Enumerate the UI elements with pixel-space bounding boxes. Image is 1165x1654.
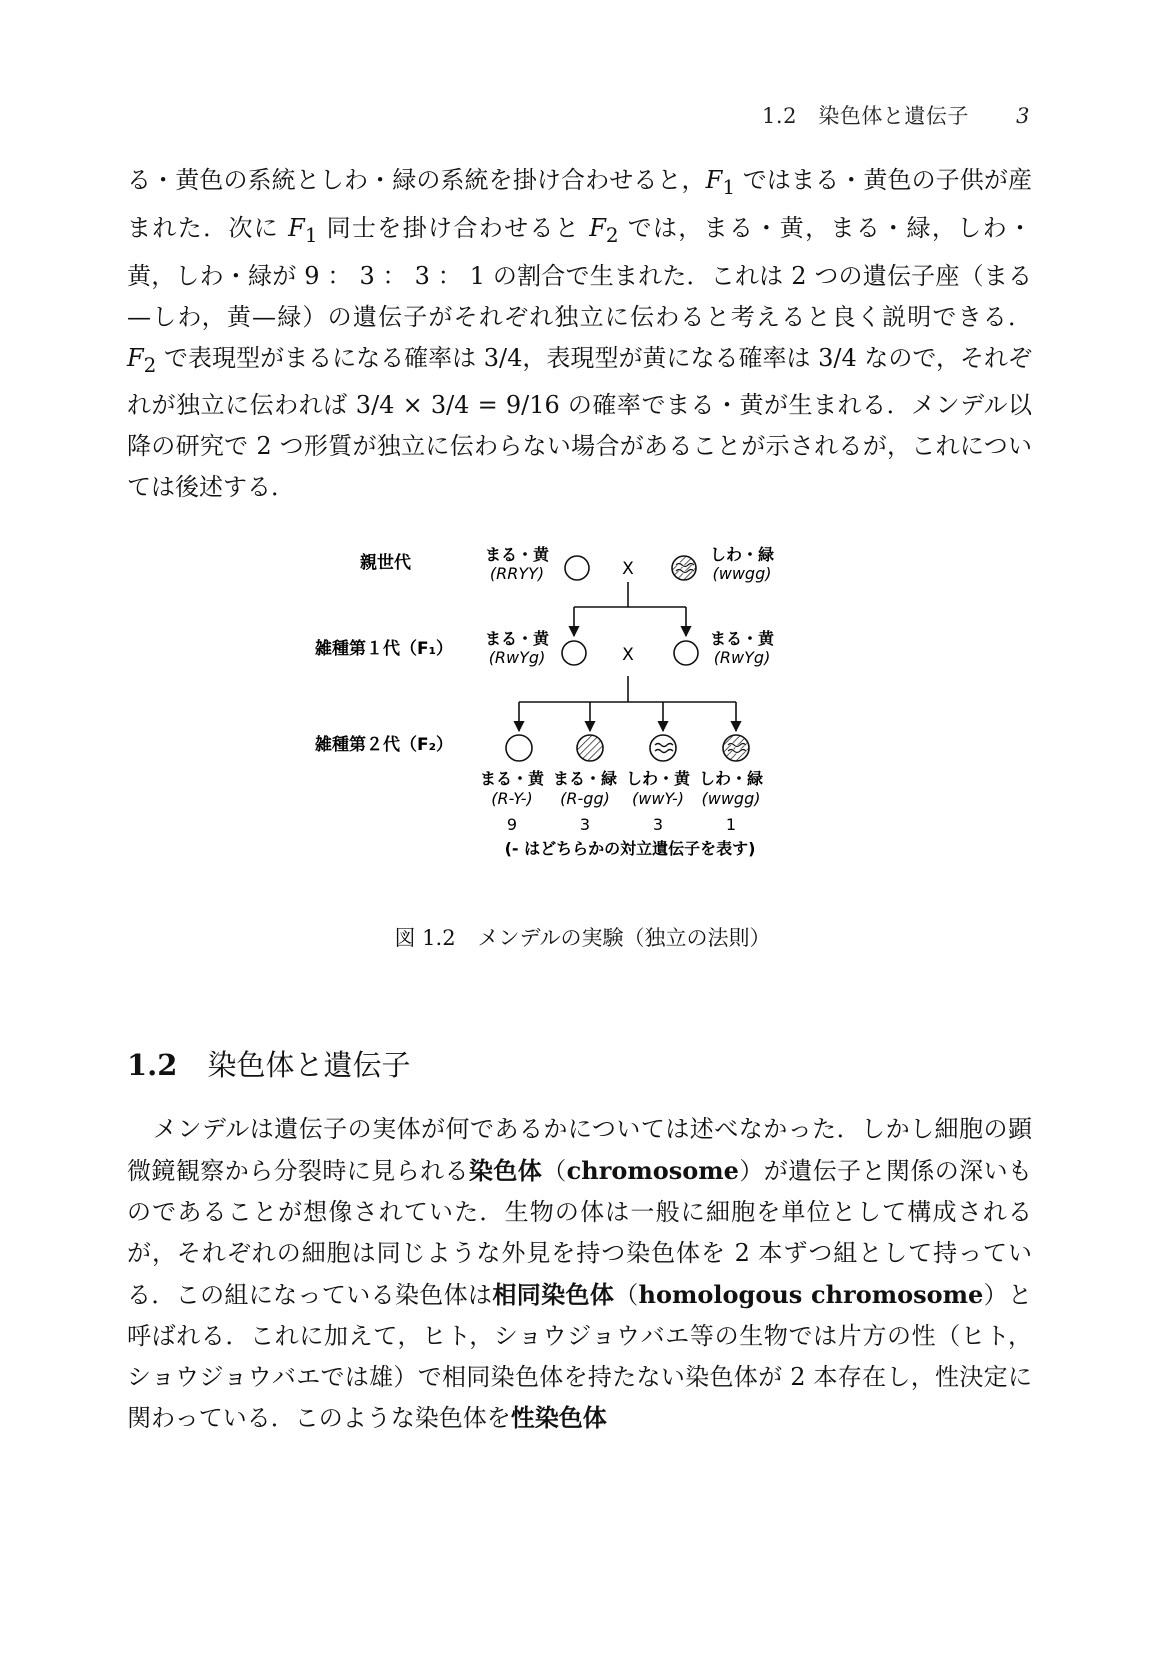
f2-3-ratio: 3 [652,815,664,834]
p2-term-chromosome-en: chromosome [566,1156,739,1185]
f2-1-genotype: (R-Y-) [491,789,533,808]
p2-term-homologous: 相同染色体 [492,1281,615,1309]
f1-right-genotype: (RwYg) [713,648,771,667]
p2-term-sex-chromosome: 性染色体 [510,1404,607,1432]
p2-text-4: （ [614,1281,639,1309]
p1-f2-symbol-2: F [127,343,144,372]
f1-left-phenotype: まる・黄 [484,629,550,648]
p1-f1-subscript-2: 1 [304,222,318,247]
page-number: 3 [1016,104,1030,128]
p2-text-1: メンデルは遺伝子の実体が何であるかについては述べなかった．しかし細胞の顕微鏡観察から分裂時に見られる [127,1115,1032,1185]
f1-right-phenotype: まる・黄 [709,629,775,648]
f2-4-ratio: 1 [725,815,737,834]
f2-3-genotype: (wwY-) [632,789,684,808]
f2-3-phenotype: しわ・黄 [625,769,691,788]
figure-caption-label: 図 1.2 [394,926,456,950]
figure-note: (- はどちらかの対立遺伝子を表す) [504,839,756,858]
paragraph-1 [127,160,1032,508]
p1-text-3: 同士を掛け合わせると [326,213,581,242]
p2-term-chromosome: 染色体 [468,1157,543,1185]
p1-f1-subscript: 1 [722,174,736,199]
parent-2-genotype: (wwgg) [712,564,772,583]
row-label-parent: 親世代 [360,553,411,573]
f2-4-genotype: (wwgg) [701,789,761,808]
row-label-f1: 雑種第１代（F₁） [315,639,454,659]
p2-term-homologous-en: homologous chromosome [638,1280,984,1309]
row-label-f2: 雑種第２代（F₂） [315,735,454,755]
figure-caption [0,922,1165,952]
mendel-cross-diagram [300,545,860,920]
running-head [762,100,1030,130]
f1-cross-symbol: X [622,645,634,665]
p1-f1-symbol-2: F [288,213,305,242]
p1-f2-subscript: 2 [605,222,619,247]
f2-pea-round-yellow [506,735,532,761]
p1-text-5: で表現型がまるになる確率は 3/4，表現型が黄になる確率は 3/4 なので，それぞれが独立に伝われば 3/4 × 3/4 = 9/16 の確率でまる・黄が生まれる．メンデル以降の研究で 2 つ形質が独立に伝わらない場合があることが示されるが，これについては後述する． [127,343,1032,502]
f2-1-phenotype: まる・黄 [479,769,545,788]
f2-pea-wrinkled-yellow [650,735,676,761]
parent-2-pea [672,556,696,580]
p1-text-1: る・黄色の系統としわ・緑の系統を掛け合わせると， [127,166,706,194]
parent-cross-symbol: X [622,559,634,579]
parent-1-phenotype: まる・黄 [484,545,550,564]
p1-f2-subscript-2: 2 [143,352,157,377]
f2-pea-wrinkled-green [723,735,749,761]
p1-f1-symbol: F [705,166,723,194]
p2-text-5: ）と呼ばれる．これに加えて，ヒト，ショウジョウバエ等の生物では片方の性（ヒト，ショウジョウバエでは雄）で相同染色体を持たない染色体が 2 本存在し，性決定に関わっている．このような染色体を [127,1281,1033,1432]
f2-2-genotype: (R-gg) [560,789,610,808]
paragraph-2 [127,1109,1032,1439]
f1-right-pea [674,641,698,665]
p2-text-3: ）が遺伝子と関係の深いものであることが想像されていた．生物の体は一般に細胞を単位として構成されるが，それぞれの細胞は同じような外見を持つ染色体を 2 本ずつ組として持っている．この組になっている染色体は [127,1157,1033,1309]
parent-1-pea [565,556,589,580]
parent-1-genotype: (RRYY) [489,564,545,583]
section-heading [127,1043,410,1084]
f2-2-ratio: 3 [579,815,591,834]
p1-text-4: では，まる・黄，まる・緑，しわ・黄，しわ・緑が 9 ： 3 ： 3 ： 1 の割合で生まれた．これは 2 つの遺伝子座（まる—しわ，黄—緑）の遺伝子がそれぞれ独立に伝わると考えると良く説明できる． [127,213,1033,331]
running-head-section: 1.2 染色体と遺伝子 [762,104,969,128]
section-number: 1.2 [127,1048,178,1082]
p1-f2-symbol: F [589,213,606,242]
f2-4-phenotype: しわ・緑 [698,769,764,788]
figure-caption-text: メンデルの実験（独立の法則） [477,926,771,950]
f1-left-genotype: (RwYg) [488,648,546,667]
p1-text-2: ではまる・黄色の子供が産まれた．次に [127,166,1033,242]
f2-pea-round-green [577,735,603,761]
f1-left-pea [562,641,586,665]
parent-2-phenotype: しわ・緑 [709,545,775,564]
section-title: 染色体と遺伝子 [207,1048,411,1082]
p2-text-2: （ [542,1157,567,1185]
f2-2-phenotype: まる・緑 [552,769,618,788]
f2-1-ratio: 9 [506,815,518,834]
